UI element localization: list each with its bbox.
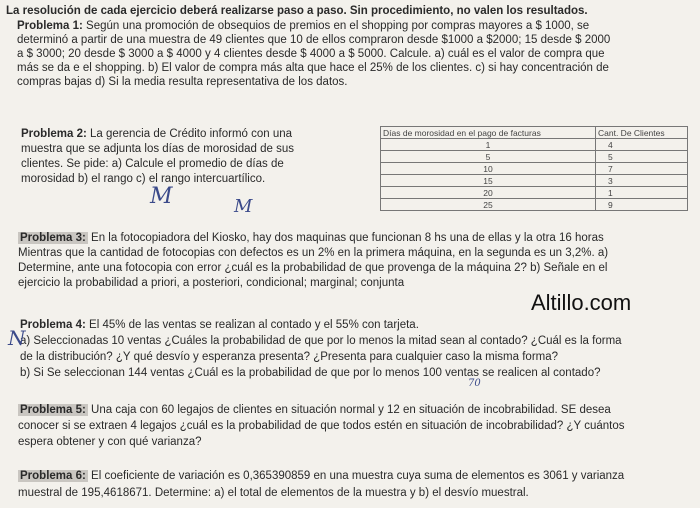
problem-4-line-2: a) Seleccionadas 10 ventas ¿Cuáles la probabilidad de que por lo menos la mitad sean al contado? ¿Cuál es la forma [20,335,622,347]
table-row: 20 1 [381,187,688,199]
problem-4-label: Problema 4: [20,319,86,331]
table-row: 10 7 [381,163,688,175]
problem-1-line-4: más se da e el shopping. b) El valor de compra más alta que hace el 25% de los clientes. c) si hay concentración de [17,62,609,74]
problem-5-line-2: conocer si se extraen 4 legajos ¿cuál es la probabilidad de que todos estén en situación de incobrabilidad? ¿Y cuántos [18,420,625,432]
problem-4-line-1: Problema 4: El 45% de las ventas se realizan al contado y el 55% con tarjeta. [20,319,419,331]
table-row: 15 3 [381,175,688,187]
problem-5-line-3: espera obtener y con qué varianza? [18,436,202,448]
altillo-watermark: Altillo.com [531,290,632,315]
problem-2-label: Problema 2: [21,128,87,140]
problem-2-line-1: Problema 2: La gerencia de Crédito informó con una [21,128,293,140]
problem-6-label: Problema 6: [20,470,86,482]
problem-3-line-3: Determine, ante una fotocopia con error ¿cuál es la probabilidad de que provenga de la máquina 2? b) Señale en el [18,262,608,274]
problem-3-label: Problema 3: [20,232,86,244]
problem-6-line-1: Problema 6: El coeficiente de variación es 0,365390859 en una muestra cuya suma de elementos es 3061 y varianza [20,470,625,482]
problem-1-label: Problema 1: [17,20,83,32]
intro-text: La resolución de cada ejercicio deberá realizarse paso a paso. Sin procedimiento, no valen los resultados. [6,5,588,17]
table-header-clients: Cant. De Clientes [596,127,688,139]
handwritten-mark-4: 70 [468,378,481,389]
problem-5-label: Problema 5: [20,404,86,416]
problem-1-line-5: compras bajas d) Si la media resulta representativa de los datos. [17,76,348,88]
morosidad-table [380,126,688,211]
handwritten-mark-1: M [150,184,173,209]
handwritten-mark-2: M [234,196,253,217]
table-header-row [381,127,688,139]
problem-3-line-2: Mientras que la cantidad de fotocopias con defectos es un 2% en la primera máquina, en la segunda es un 3,2%. a) [18,247,609,259]
problem-1-line-2: determinó a partir de una muestra de 49 clientes que 10 de ellos compraron desde $1000 a $2000; 15 desde $ 2000 [17,34,611,46]
problem-2-line-2: muestra que se adjunta los días de morosidad de sus [21,143,294,155]
problem-3-line-4: ejercicio la probabilidad a priori, a posteriori, condicional; marginal; conjunta [18,277,405,289]
problem-3-line-1: Problema 3: En la fotocopiadora del Kiosko, hay dos maquinas que funcionan 8 hs una de ellas y la otra 16 horas [20,232,604,244]
table-header-days: Días de morosidad en el pago de facturas [381,127,596,139]
table-row: 1 4 [381,139,688,151]
problem-2-line-3: clientes. Se pide: a) Calcule el promedio de días de [21,158,284,170]
table-row: 25 9 [381,199,688,211]
problem-1-line-3: a $ 3000; 20 desde $ 3000 a $ 4000 y 4 clientes desde $ 4000 a $ 5000. Calcule. a) cuál es el valor de compra que [17,48,605,60]
problem-6-line-2: muestral de 195,4618671. Determine: a) el total de elementos de la muestra y b) el desvío muestral. [18,487,529,499]
table-row: 5 5 [381,151,688,163]
problem-4-line-3: de la distribución? ¿Y qué desvío y esperanza presenta? ¿Presenta para cualquier caso la misma forma? [20,351,559,363]
problem-4-line-4: b) Si Se seleccionan 144 ventas ¿Cuál es la probabilidad de que por lo menos 100 ventas se realicen al contado? [20,367,601,379]
handwritten-mark-3: N [8,326,26,350]
problem-2-line-4: morosidad b) el rango c) el rango intercuartílico. [21,173,266,185]
problem-1-line-1: Problema 1: Según una promoción de obsequios de premios en el shopping por compras mayores a $ 1000, se [17,20,590,32]
problem-5-line-1: Problema 5: Una caja con 60 legajos de clientes en situación normal y 12 en situación de incobrabilidad. SE desea [20,404,611,416]
